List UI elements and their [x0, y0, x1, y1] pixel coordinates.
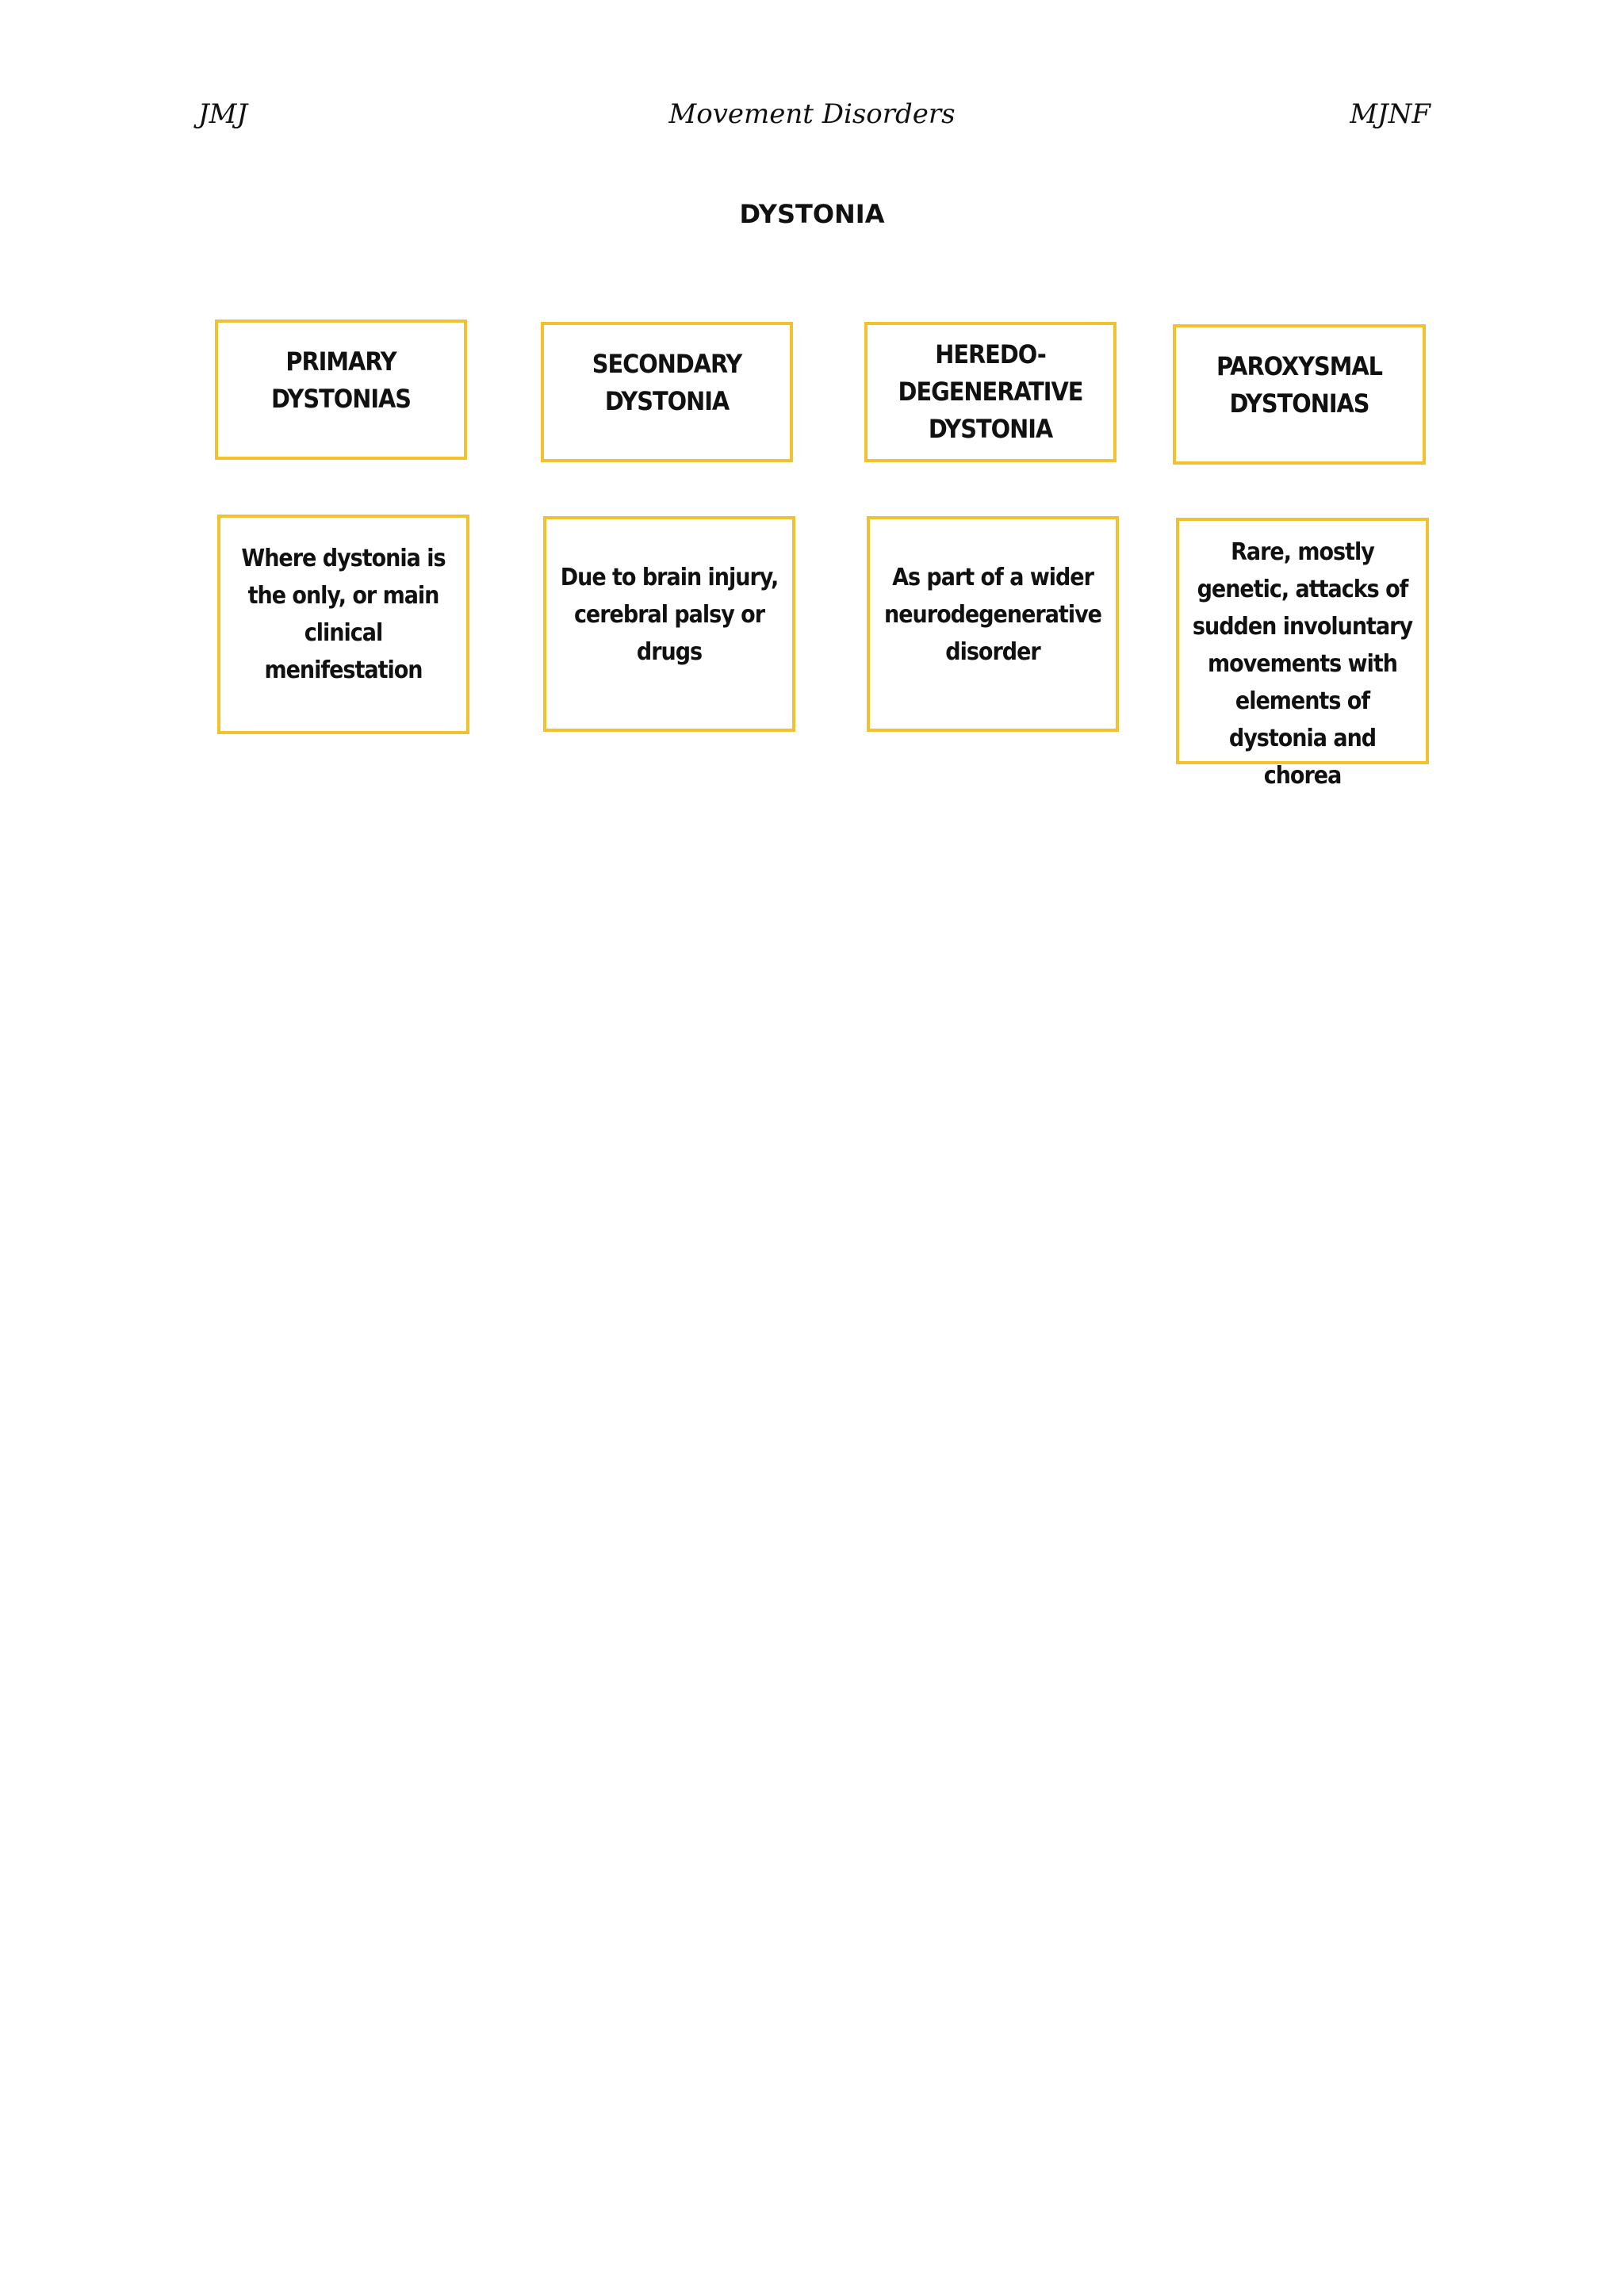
header-left-initials: JMJ — [198, 98, 248, 130]
description-line: sudden involuntary — [1192, 613, 1413, 641]
heading-box-primary-dystonias — [215, 320, 467, 460]
description-line: dystonia and chorea — [1228, 725, 1377, 790]
description-line: clinical — [304, 619, 383, 647]
description-line: movements with — [1208, 650, 1397, 678]
description-box-heredo-degenerative-dystonia — [867, 516, 1119, 732]
description-line: elements of — [1235, 687, 1370, 715]
heading-line: SECONDARY — [592, 349, 742, 379]
description-line: genetic, attacks of — [1197, 576, 1408, 603]
heading-box-heredo-degenerative-dystonia — [864, 322, 1116, 462]
description-line: Where dystonia is — [241, 545, 446, 572]
description-line: cerebral palsy or — [573, 601, 765, 629]
description-line: menifestation — [264, 656, 423, 684]
description-line: the only, or main — [247, 582, 439, 610]
header-right-initials: MJNF — [1350, 98, 1431, 130]
description-box-primary-dystonias — [217, 515, 469, 734]
heading-line: PRIMARY — [285, 346, 396, 377]
heading-line: PAROXYSMAL — [1216, 351, 1382, 381]
heading-box-secondary-dystonia — [541, 322, 793, 462]
description-line: disorder — [945, 638, 1040, 666]
description-line: Due to brain injury, — [560, 564, 779, 591]
heading-line: HEREDO- — [935, 339, 1046, 369]
heading-line: DEGENERATIVE — [898, 377, 1083, 407]
header-document-title: Movement Disorders — [668, 98, 956, 130]
description-box-secondary-dystonia — [543, 516, 795, 732]
page-title: DYSTONIA — [739, 199, 885, 229]
heading-line: DYSTONIA — [928, 414, 1053, 444]
heading-line: DYSTONIA — [604, 386, 730, 416]
heading-line: DYSTONIAS — [270, 384, 412, 414]
description-line: drugs — [636, 638, 703, 666]
description-line: As part of a wider — [892, 564, 1094, 591]
heading-box-paroxysmal-dystonias — [1173, 324, 1426, 465]
heading-line: DYSTONIAS — [1229, 388, 1369, 419]
description-box-paroxysmal-dystonias — [1176, 518, 1429, 790]
description-line: neurodegenerative — [884, 601, 1101, 629]
description-line: Rare, mostly — [1231, 538, 1374, 566]
